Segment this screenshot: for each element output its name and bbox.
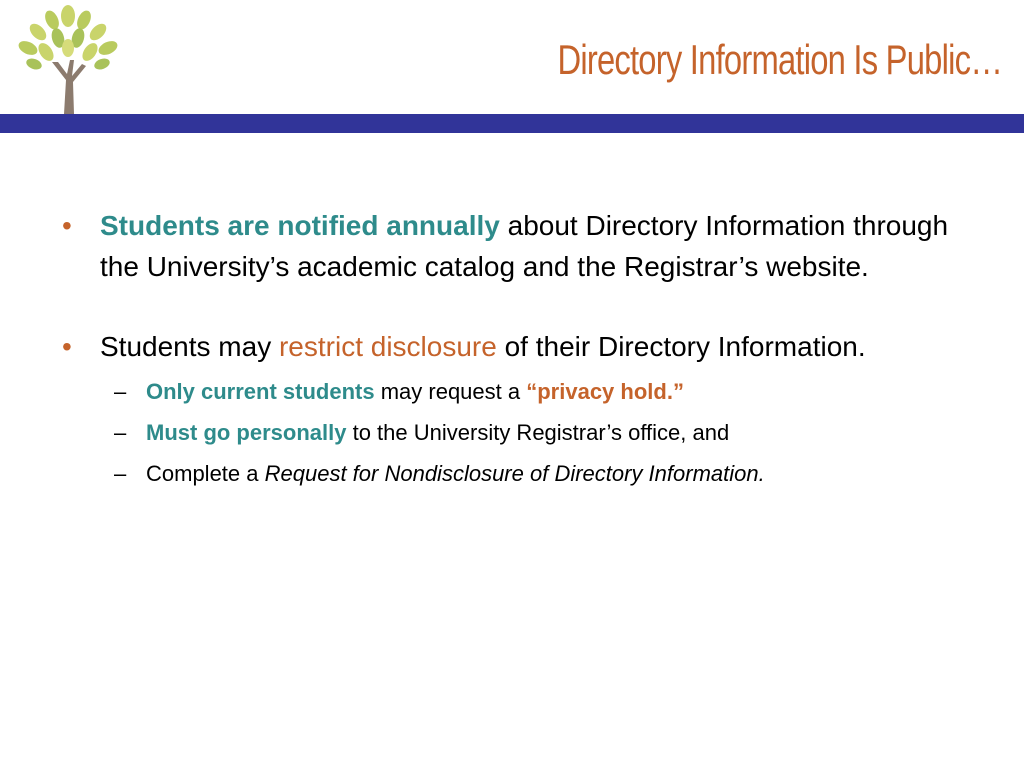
bullet-marker: • (62, 210, 72, 241)
sub-bullet-marker: – (114, 420, 127, 445)
bullet-emphasis: Students are notified annually (100, 210, 500, 241)
sub-bullet-text: Complete a (146, 461, 265, 486)
sub-bullet-text: may request a (374, 379, 527, 404)
sub-list (60, 378, 980, 488)
sub-bullet-item (60, 419, 980, 447)
bullet-marker: • (62, 331, 72, 362)
sub-bullet-marker: – (114, 379, 127, 404)
sub-bullet-item (60, 378, 980, 406)
sub-bullet-emphasis: Must go personally (146, 420, 347, 445)
sub-bullet-text: to the University Registrar’s office, and (346, 420, 730, 445)
bullet-text: Students may (100, 331, 279, 362)
sub-bullet-highlight: “privacy hold.” (526, 379, 684, 404)
bullet-item (60, 326, 980, 367)
page-title: Directory Information Is Public… (557, 36, 1002, 83)
sub-bullet-emphasis: Only current students (146, 379, 375, 404)
header-rule (0, 114, 1024, 133)
bullet-item (60, 205, 980, 287)
bullet-highlight: restrict disclosure (278, 331, 497, 362)
sub-bullet-marker: – (114, 461, 127, 486)
bullet-text: of their Directory Information. (496, 331, 866, 362)
tree-leaves (16, 5, 119, 71)
tree-trunk (52, 60, 86, 114)
bullet-text: about Directory Information through the University’s academic catalog and the Registrar’s website. (100, 210, 949, 282)
sub-bullet-italic: Request for Nondisclosure of Directory Information. (264, 461, 765, 486)
tree-icon (12, 2, 124, 116)
slide-body (60, 205, 980, 501)
sub-bullet-item (60, 460, 980, 488)
